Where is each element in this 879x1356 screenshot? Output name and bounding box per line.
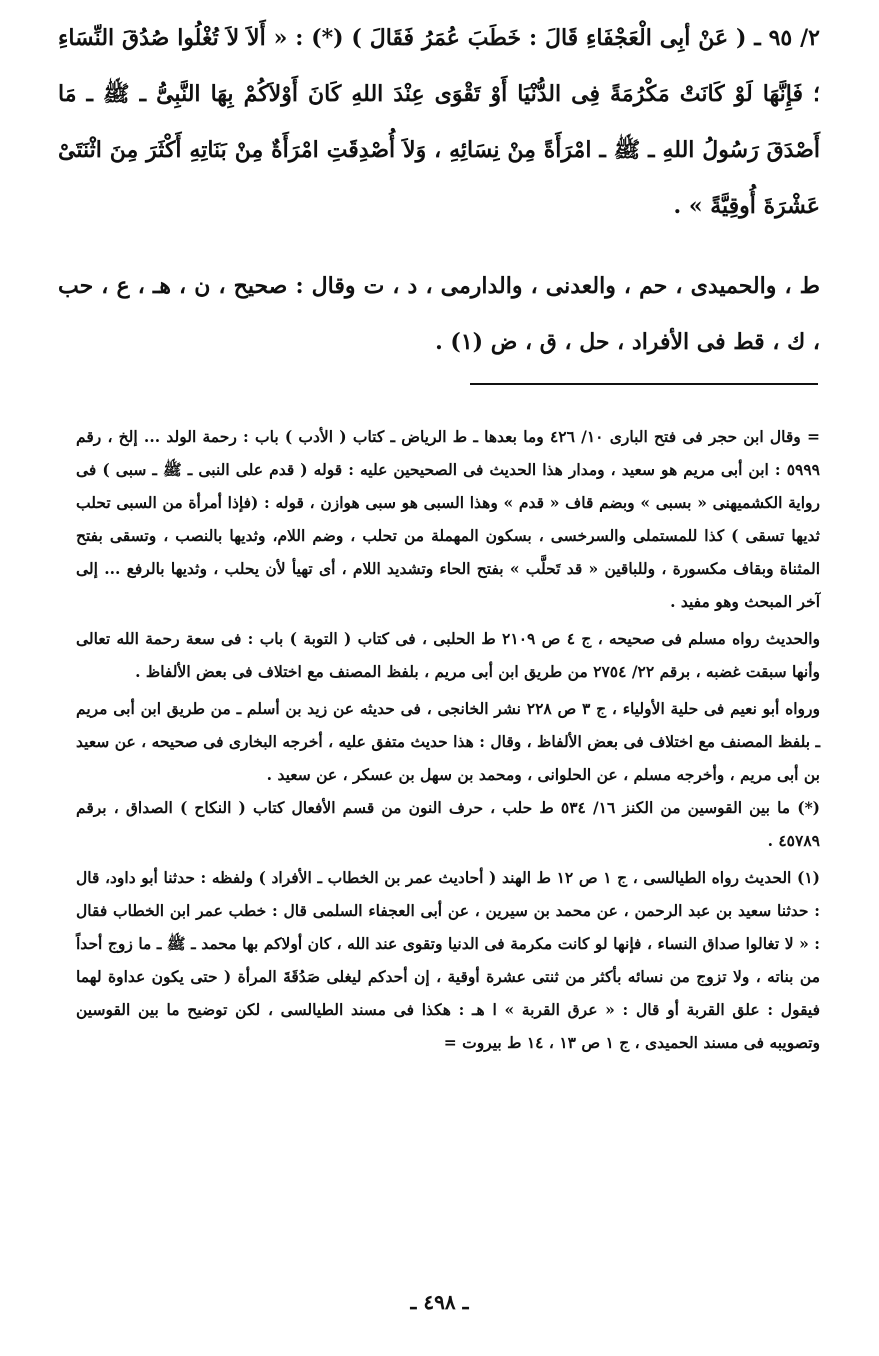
page-number: ـ ٤٩٨ ـ bbox=[410, 1290, 469, 1314]
footnotes bbox=[76, 420, 820, 1059]
footnote-asterisk: (*) ما بين القوسين من الكنز ١٦/ ٥٣٤ ط حلب ، حرف النون من قسم الأفعال كتاب ( النكاح ) الصداق ، برقم ٤٥٧٨٩ . bbox=[76, 798, 821, 850]
footnote-continued: = وقال ابن حجر فى فتح البارى ١٠/ ٤٢٦ وما بعدها ـ ط الرياض ـ كتاب ( الأدب ) باب : رحمة الولد ... إلخ ، رقم ٥٩٩٩ : ابن أبى مريم هو سعيد ، ومدار هذا الحديث فى الصحيحين عليه : قوله ( قدم على النبى ـ ﷺ ـ سبى ) فى رواية الكشميهنى « بسبى » وبضم قاف « قدم » وهذا السبى هو سبى هوازن ، قوله : (فإذا أمرأة من السبى تحلب ثديها تسقى ) كذا للمستملى والسرخسى ، بسكون المهملة من تحلب ، وضم اللام، وثديها بالنصب ، وتسقى بفتح المثناة وبقاف مكسورة ، وللباقين « قد تَحلَّب » بفتح الحاء وتشديد اللام ، أى تهيأ لأن يحلب ، وثديها بالرفع ... إلى آخر المبحث وهو مفيد . bbox=[76, 427, 820, 611]
footnote-abu-nuaym: ورواه أبو نعيم فى حلية الأولياء ، ج ٣ ص ٢٢٨ نشر الخانجى ، فى حديثه عن زيد بن أسلم ـ من طريق ابن أبى مريم ـ بلفظ المصنف مع اختلاف فى بعض الألفاظ ، وقال : هذا حديث متفق عليه ، أخرجه البخارى فى صحيحه ، عن سعيد بن أبى مريم ، وأخرجه مسلم ، عن الحلوانى ، ومحمد بن سهل بن عسكر ، عن سعيد . bbox=[76, 699, 820, 784]
hadith-sources: ط ، والحميدى ، حم ، والعدنى ، والدارمى ، د ، ت وقال : صحيح ، ن ، هـ ، ع ، حب ، ك ، قط فى الأفراد ، حل ، ق ، ض (١) . bbox=[58, 273, 820, 355]
footnote-1: (١) الحديث رواه الطيالسى ، ج ١ ص ١٢ ط الهند ( أحاديث عمر بن الخطاب ـ الأفراد ) ولفظه : حدثنا أبو داود، قال : حدثنا سعيد بن عبد الرحمن ، عن محمد بن سيرين ، عن أبى العجفاء السلمى قال : خطب عمر ابن الخطاب فقال : « لا تغالوا صداق النساء ، فإنها لو كانت مكرمة فى الدنيا وتقوى عند الله ، كان أولاكم بها محمد ـ ﷺ ـ ما زوج أحداً من بناته ، ولا تزوج من نسائه بأكثر من ثنتى عشرة أوقية ، إن أحدكم ليغلى صَدُقَةَ المرأة ( حتى يكون عداوة لهما فيقول : علق القربة أو قال : « عرق القربة » ا هـ : هكذا فى مسند الطيالسى ، لكن توضيح ما بين القوسين وتصويبه فى مسند الحميدى ، ج ١ ص ١٣ ، ١٤ ط بيروت = bbox=[76, 868, 820, 1052]
hadith-text: ٢/ ٩٥ ـ ( عَنْ أبِى الْعَجْفَاءِ قَالَ : خَطَبَ عُمَرُ فَقَالَ ) (*) : « أَلاَ لاَ تُغْلُوا صُدُقَ النِّسَاءِ ؛ فَإِنَّهَا لَوْ كَانَتْ مَكْرُمَةً فِى الدُّنْيَا أَوْ تَقْوَى عِنْدَ اللهِ كَانَ أَوْلاَكُمْ بِهَا النَّبِىُّ ـ ﷺ ـ مَا أَصْدَقَ رَسُولُ اللهِ ـ ﷺ ـ امْرَأَةً مِنْ نِسَائِهِ ، وَلاَ أُصْدِقَتِ امْرَأَةٌ مِنْ بَنَاتِهِ أَكْثَرَ مِنَ اثْنَتَىْ عَشْرَةَ أُوقِيَّةً » . bbox=[58, 25, 820, 219]
footnote-muslim: والحديث رواه مسلم فى صحيحه ، ج ٤ ص ٢١٠٩ ط الحلبى ، فى كتاب ( التوبة ) باب : فى سعة رحمة الله تعالى وأنها سبقت غضبه ، برقم ٢٢/ ٢٧٥٤ من طريق ابن أبى مريم ، بلفظ المصنف مع اختلاف فى بعض الألفاظ . bbox=[76, 629, 820, 681]
footnote-divider bbox=[470, 383, 818, 385]
